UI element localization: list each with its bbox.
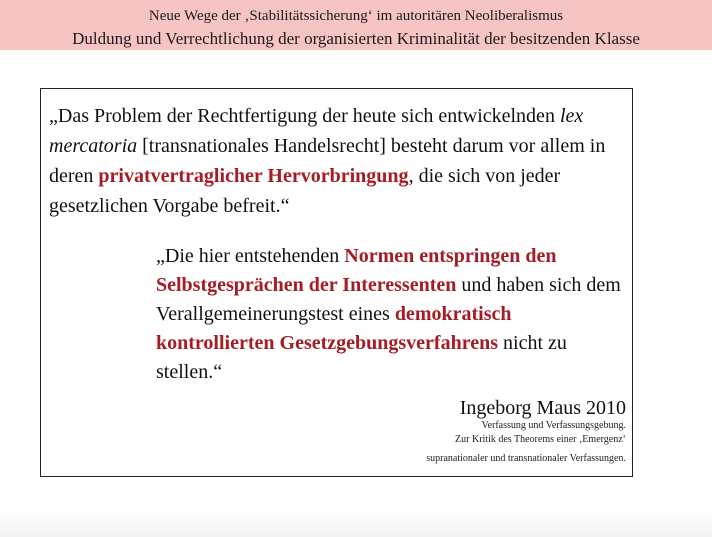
quote-second-highlight-2: demokratisch kontrollierten Gesetzgebungsverfahrens [156, 303, 512, 354]
quote-first-text-3: , die sich von jeder gesetzlichen Vorgabe befreit.“ [49, 165, 561, 217]
citation-source-line-1: Verfassung und Verfassungsgebung. [481, 420, 626, 431]
quote-first-italic-term: lex mercatoria [49, 105, 584, 157]
footer-band [0, 510, 712, 537]
quote-first [49, 101, 629, 221]
header-title: Duldung und Verrechtlichung der organisierten Kriminalität der besitzenden Klasse [72, 29, 640, 48]
quote-first-text-2: [transnationales Handelsrecht] besteht darum vor allem in deren [49, 135, 606, 187]
citation-source-line-2: Zur Kritik des Theorems einer ‚Emergenz‘ [455, 434, 626, 445]
quote-second [156, 242, 626, 387]
quote-second-text-2: und haben sich dem Verallgemeinerungstest eines [156, 274, 621, 325]
quote-first-highlight: privatvertraglicher Hervorbringung [98, 165, 409, 187]
quote-box [40, 88, 633, 477]
citation-source-line-3: supranationaler und transnationaler Verfassungen. [426, 453, 626, 464]
quote-first-text-1: „Das Problem der Rechtfertigung der heute sich entwickelnden [49, 105, 560, 127]
header-subtitle: Neue Wege der ‚Stabilitätssicherung‘ im autoritären Neoliberalismus [148, 8, 564, 24]
citation-author: Ingeborg Maus 2010 [459, 397, 626, 419]
quote-second-text-1: „Die hier entstehenden [156, 245, 345, 267]
quote-second-highlight-1: Normen entspringen den Selbstgesprächen der Interessenten [156, 245, 557, 296]
quote-second-text-3: nicht zu stellen.“ [156, 332, 567, 383]
slide-header [0, 0, 712, 50]
